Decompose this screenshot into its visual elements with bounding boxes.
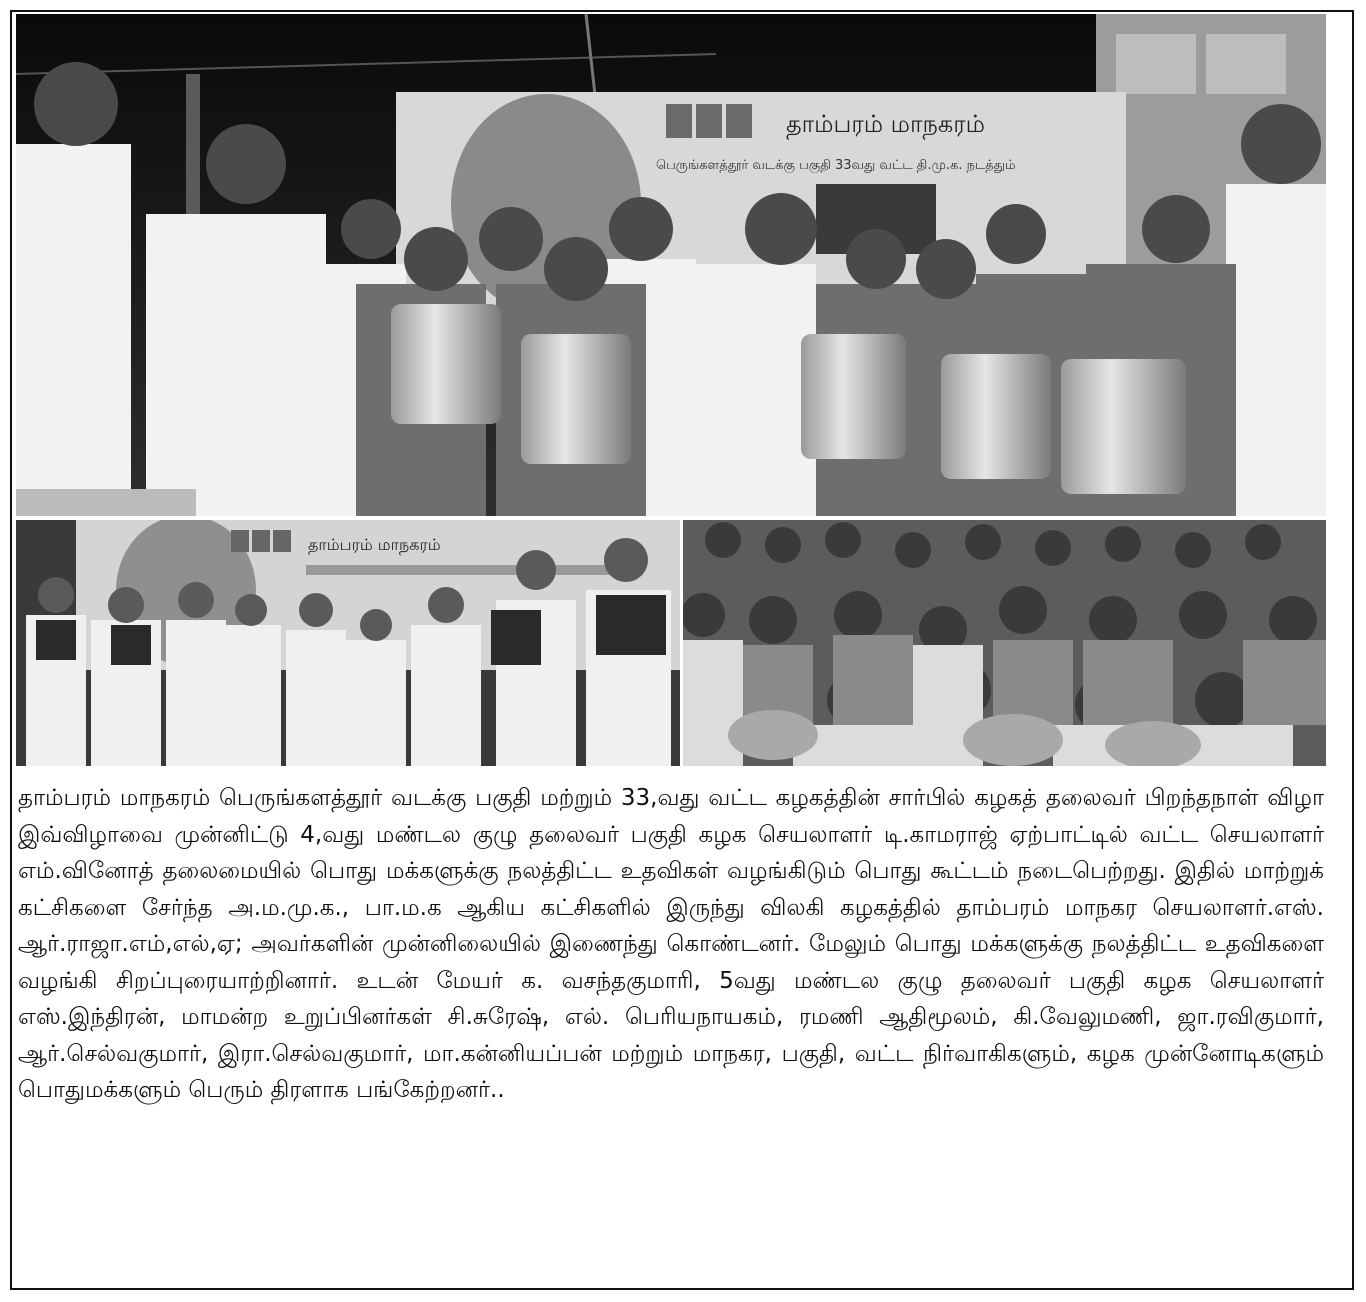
- banner-subtitle-text: பெருங்களத்தூர் வடக்கு பகுதி 33வது வட்ட தி.மு.க. நடத்தும்: [656, 158, 1016, 173]
- banner-title-text: தாம்பரம் மாநகரம்: [786, 110, 985, 138]
- photo-stage-distribution: [16, 14, 1326, 516]
- photo-audience-image: [683, 520, 1326, 766]
- caption-text: தாம்பரம் மாநகரம் பெருங்களத்தூர் வடக்கு பகுதி மற்றும் 33,வது வட்ட கழகத்தின் சார்பில் கழகத் தலைவர் பிறந்தநாள் விழா இவ்விழாவை முன்னிட்டு 4,வது மண்டல குழு தலைவர் பகுதி கழக செயலாளர் டி.காமராஜ் ஏற்பாட்டில் வட்ட செயலாளர் எம்.வினோத் தலைமையில் பொது மக்களுக்கு நலத்திட்ட உதவிகள் வழங்கிடும் பொது கூட்டம் நடைபெற்றது. இதில் மாற்றுக் கட்சிகளை சேர்ந்த அ.ம.மு.க., பா.ம.க ஆகிய கட்சிகளில் இருந்து விலகி கழகத்தில் தாம்பரம் மாநகர செயலாளர்.எஸ். ஆர்.ராஜா.எம்,எல்,ஏ; அவர்களின் முன்னிலையில் இணைந்து கொண்டனர். மேலும் பொது மக்களுக்கு நலத்திட்ட உதவிகளை வழங்கி சிறப்புரையாற்றினார். உடன் மேயர் க. வசந்தகுமாரி, 5வது மண்டல குழு தலைவர் பகுதி கழக செயலாளர் எஸ்.இந்திரன், மாமன்ற உறுப்பினர்கள் சி.சுரேஷ், எல். பெரியநாயகம், ரமணி ஆதிமூலம், கி.வேலுமணி, ஜா.ரவிகுமார், ஆர்.செல்வகுமார், இரா.செல்வகுமார், மா.கன்னியப்பன் மற்றும் மாநகர, பகுதி, வட்ட நிர்வாகிகளும், கழக முன்னோடிகளும் பொதுமக்களும் பெரும் திரளாக பங்கேற்றனர்..: [18, 785, 1324, 1103]
- caption-block: [18, 780, 1324, 1270]
- photo-audience: [683, 520, 1326, 766]
- photo-stage-distribution-image: [16, 14, 1326, 516]
- photo-group-on-stage-image: [16, 520, 680, 766]
- banner-small-title-text: தாம்பரம் மாநகரம்: [308, 535, 441, 554]
- photo-group-on-stage: [16, 520, 680, 766]
